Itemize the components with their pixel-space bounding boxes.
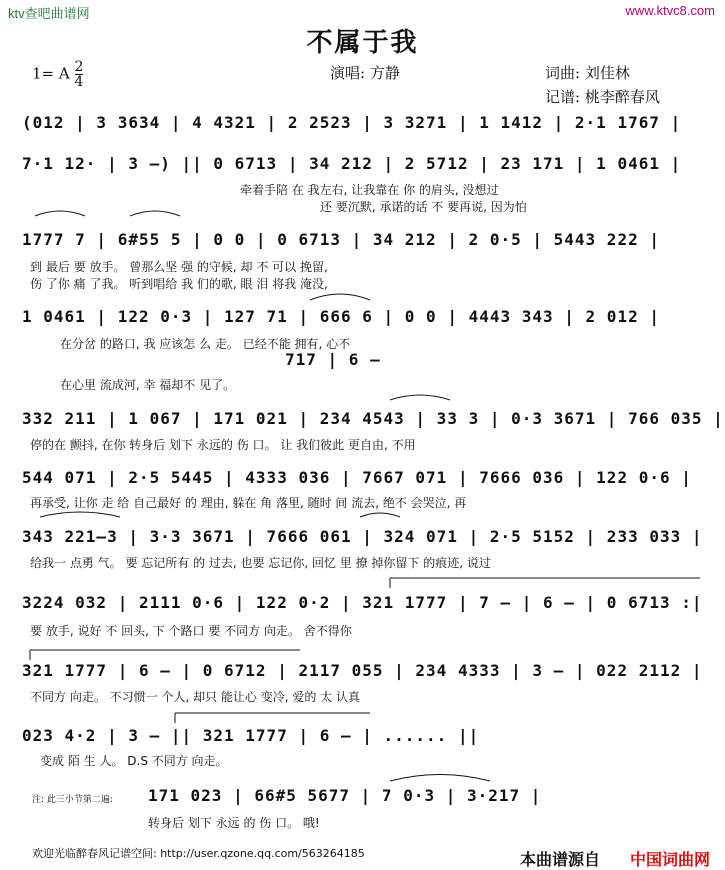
slur — [390, 775, 490, 782]
notation-line: 1 0461 | 122 0·3 | 127 71 | 666 6 | 0 0 | 4443 343 | 2 012 | — [22, 307, 660, 326]
lyric-line: 变成 陌 生 人。 D.S 不同方 向走。 — [40, 754, 228, 768]
footer-text: 欢迎光临醉春风记谱空间: http://user.qzone.qq.com/563264185 — [32, 847, 365, 860]
lyric-line: 伤 了你 痛 了我。 听到唱给 我 们的歌, 眼 泪 将我 淹没, — [30, 277, 328, 291]
lyric-line: 给我一 点勇 气。 要 忘记所有 的 过去, 也要 忘记你, 回忆 里 撩 掉你留下 的痕迹, 说过 — [30, 556, 491, 570]
slur — [360, 513, 400, 517]
notation-line: 343 221–3 | 3·3 3671 | 7666 061 | 324 071 | 2·5 5152 | 233 033 | — [22, 527, 703, 546]
lyric-line: 要 放手, 说好 不 回头, 下 个路口 要 不同方 向走。 舍不得你 — [30, 624, 352, 638]
note-label: 注: 此三小节第二遍: — [32, 795, 113, 805]
watermark-right: www.ktvc8.com — [625, 3, 715, 18]
transcriber: 记谱: 桃李醉春风 — [545, 88, 660, 106]
lyric-line: 转身后 划下 永远 的 伤 口。 哦! — [148, 816, 320, 830]
slur — [40, 512, 120, 517]
slur — [310, 294, 370, 300]
slur — [35, 211, 85, 216]
lyric-line: 到 最后 要 放手。 曾那么坚 强 的守候, 却 不 可以 挽留, — [30, 260, 328, 274]
notation-line: 3224 032 | 2111 0·6 | 122 0·2 | 321 1777 | 7 – | 6 – | 0 6713 :| — [22, 593, 703, 612]
notation-line: 023 4·2 | 3 – || 321 1777 | 6 – | ...... || — [22, 726, 480, 745]
notation-line: 544 071 | 2·5 5445 | 4333 036 | 7667 071 | 7666 036 | 122 0·6 | — [22, 468, 692, 487]
notation-line: 321 1777 | 6 – | 0 6712 | 2117 055 | 234 4333 | 3 – | 022 2112 | — [22, 661, 703, 680]
notation-line: 7·1 12· | 3 –) || 0 6713 | 34 212 | 2 5712 | 23 171 | 1 0461 | — [22, 154, 682, 173]
notation-line: 332 211 | 1 067 | 171 021 | 234 4543 | 33 3 | 0·3 3671 | 766 035 | — [22, 409, 724, 428]
lyric-line: 在心里 流成河, 幸 福却不 见了。 — [60, 378, 236, 392]
lyric-line: 在分岔 的路口, 我 应该怎 么 走。 已经不能 拥有, 心不 — [60, 337, 351, 351]
notation-line: 717 | 6 – — [285, 350, 381, 369]
lyric-line: 牵着手陪 在 我左右, 让我靠在 你 的肩头, 没想过 — [240, 183, 499, 197]
notation-line: 171 023 | 66#5 5677 | 7 0·3 | 3·217 | — [148, 786, 542, 805]
song-title: 不属于我 — [306, 28, 419, 58]
notation-line: 1777 7 | 6#55 5 | 0 0 | 0 6713 | 34 212 | 2 0·5 | 5443 222 | — [22, 230, 660, 249]
lyric-line: 还 要沉默, 承诺的话 不 要再说, 因为怕 — [320, 200, 527, 214]
slur — [390, 395, 450, 400]
time-signature: $\frac{2}{4}$ — [74, 59, 84, 90]
singer: 演唱: 方静 — [330, 64, 400, 82]
lyric-line: 不同方 向走。 不习惯一 个人, 却只 能让心 变冷, 爱的 太 认真 — [30, 690, 360, 704]
watermark-left: ktv查吧曲谱网 — [8, 6, 90, 21]
lyric-line: 再承受, 让你 走 给 自己最好 的 理由, 躲在 角 落里, 随时 间 流去, 绝不 会哭泣, 再 — [30, 496, 467, 510]
brand-right: 中国词曲网 — [630, 850, 711, 869]
key-signature: 1= A $\frac{2}{4}$ — [32, 59, 84, 90]
lyric-line: 停的在 颤抖, 在你 转身后 划下 永远的 伤 口。 让 我们彼此 更自由, 不用 — [30, 438, 416, 452]
notation-line: (012 | 3 3634 | 4 4321 | 2 2523 | 3 3271 | 1 1412 | 2·1 1767 | — [22, 113, 682, 132]
brand-left: 本曲谱源自 — [520, 850, 601, 869]
composer: 词曲: 刘佳林 — [545, 64, 630, 82]
slur — [130, 211, 180, 216]
